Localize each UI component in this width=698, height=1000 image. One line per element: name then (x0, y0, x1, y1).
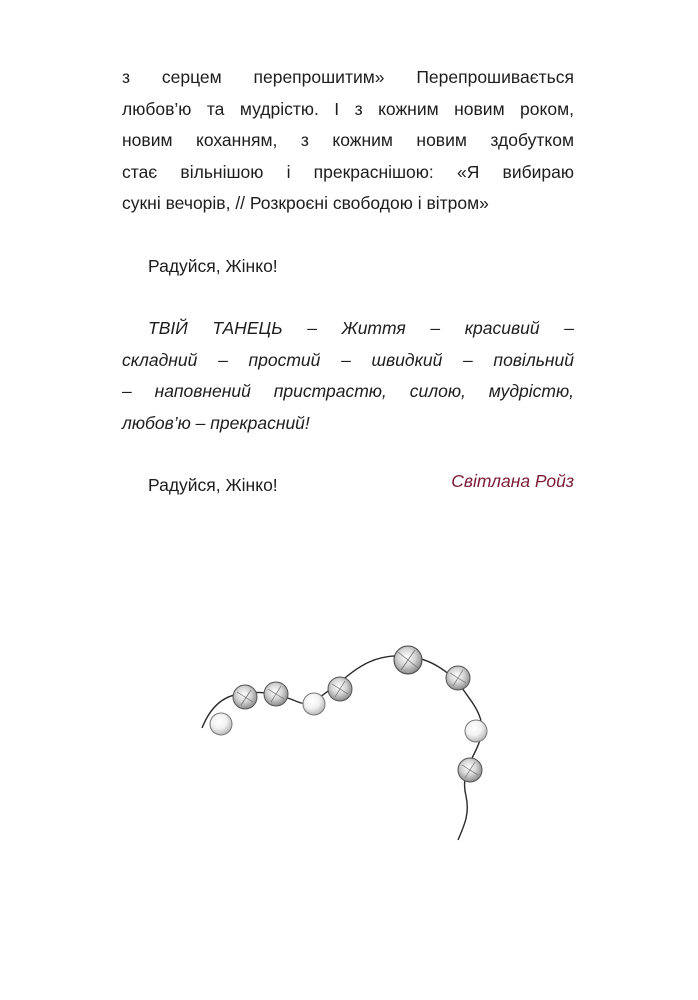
paragraph-2-line: – наповнений пристрастю, силою, мудрістю, (122, 381, 574, 401)
paragraph-1-line: з серцем перепрошитим» Перепрошивається (122, 67, 574, 87)
paragraph-2-line: ТВІЙ ТАНЕЦЬ – Життя – красивий – (148, 318, 574, 338)
paragraph-1-line: любов’ю та мудрістю. І з кожним новим роком, (122, 98, 574, 119)
paragraph-2-line: любов’ю – прекрасний! (122, 412, 310, 433)
paragraph-2-line: складний – простий – швидкий – повільний (122, 349, 574, 370)
spacer (122, 220, 574, 251)
author-signature: Світлана Ройз (451, 471, 574, 491)
text-block (122, 62, 574, 502)
bead (465, 720, 487, 742)
bead (210, 713, 232, 735)
bead-necklace-illustration (200, 628, 500, 843)
paragraph-1 (122, 62, 574, 220)
refrain-2: Радуйся, Жінко! (148, 475, 278, 495)
bead (303, 693, 325, 715)
paragraph-1-line: стає вільнішою і прекраснішою: «Я вибираю (122, 161, 574, 182)
paragraph-1-line: сукні вечорів, // Розкроєні свободою і вітром» (122, 193, 489, 213)
spacer (122, 282, 574, 313)
paragraph-1-line: новим коханням, з кожним новим здобутком (122, 130, 574, 150)
paragraph-2 (122, 313, 574, 439)
refrain-1: Радуйся, Жінко! (148, 255, 278, 276)
